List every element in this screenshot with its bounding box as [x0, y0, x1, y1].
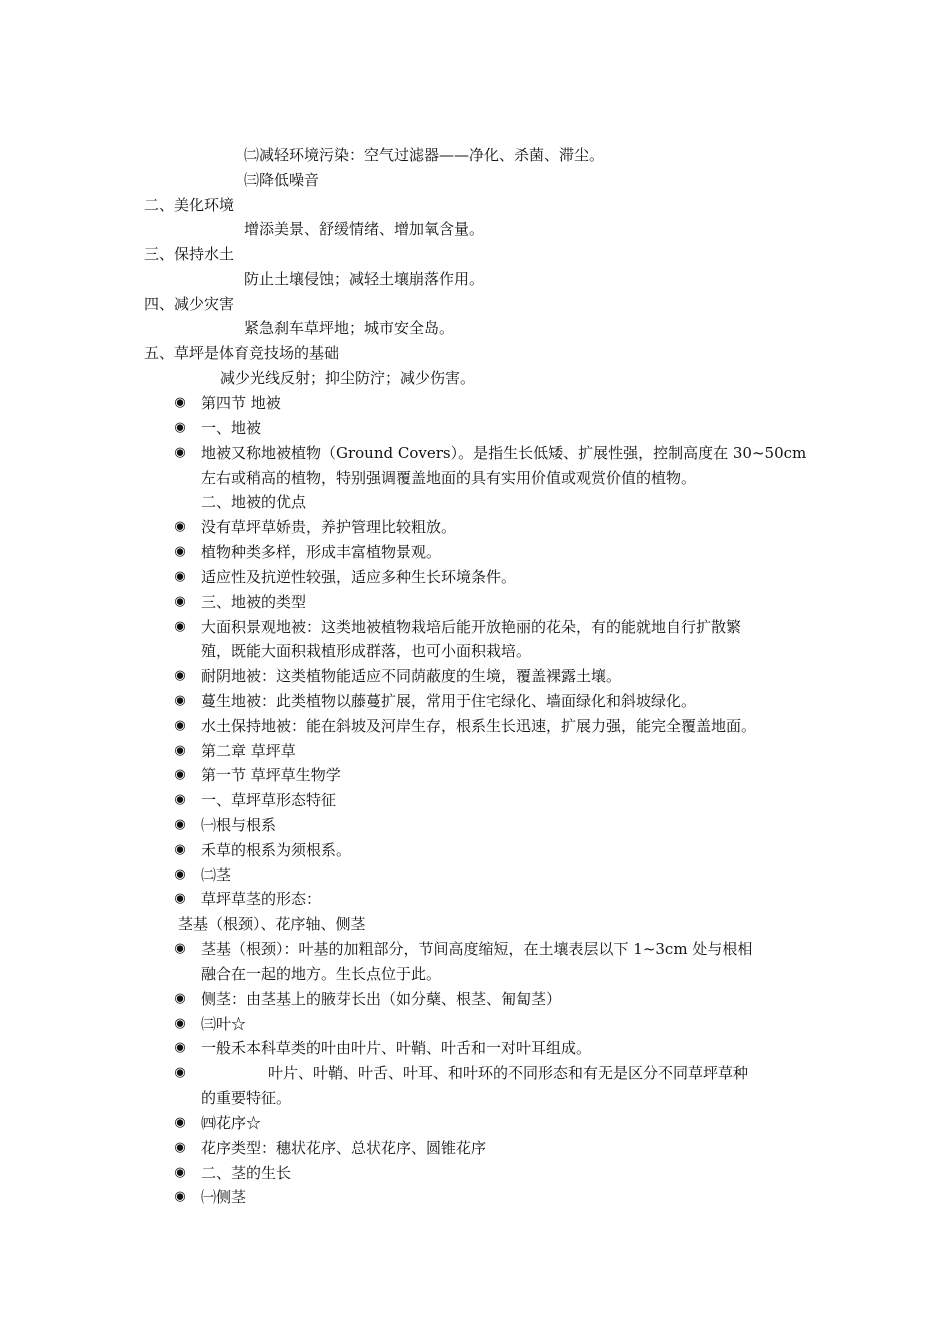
list-item: 禾草的根系为须根系。 — [201, 841, 352, 859]
bullet-icon — [172, 1113, 188, 1133]
list-item: 第四节 地被 — [201, 394, 281, 412]
list-item: 耐阴地被：这类植物能适应不同荫蔽度的生境，覆盖裸露土壤。 — [201, 667, 622, 685]
list-item: 地被又称地被植物（Ground Covers）。是指生长低矮、扩展性强，控制高度在 30~50cm — [201, 444, 807, 462]
text-line: ㈡减轻环境污染：空气过滤器——净化、杀菌、滞尘。 — [244, 146, 605, 164]
list-item: 茎基（根颈）：叶基的加粗部分，节间高度缩短，在土壤表层以下 1~3cm 处与根相 — [201, 940, 753, 958]
bullet-icon — [172, 691, 188, 711]
list-item: 叶片、叶鞘、叶舌、叶耳、和叶环的不同形态和有无是区分不同草坪草种 — [268, 1064, 749, 1082]
bullet-icon — [172, 1063, 188, 1083]
bullet-icon — [172, 517, 188, 537]
list-item: 一、地被 — [201, 419, 262, 437]
bullet-icon — [172, 567, 188, 587]
section-heading: 五、草坪是体育竞技场的基础 — [144, 344, 340, 362]
bullet-icon — [172, 1038, 188, 1058]
list-item: 适应性及抗逆性较强，适应多种生长环境条件。 — [201, 568, 517, 586]
list-item-continuation: 左右或稍高的植物，特别强调覆盖地面的具有实用价值或观赏价值的植物。 — [201, 469, 697, 487]
bullet-icon — [172, 865, 188, 885]
list-item: 草坪草茎的形态： — [201, 890, 322, 908]
list-item: 一、草坪草形态特征 — [201, 791, 337, 809]
list-item: 大面积景观地被：这类地被植物栽培后能开放艳丽的花朵，有的能就地自行扩散繁 — [201, 618, 742, 636]
list-item: ㈣花序☆ — [201, 1114, 262, 1132]
section-heading: 四、减少灾害 — [144, 295, 235, 313]
list-item: 花序类型：穗状花序、总状花序、圆锥花序 — [201, 1139, 487, 1157]
bullet-icon — [172, 542, 188, 562]
list-item: ㈠根与根系 — [201, 816, 277, 834]
list-item: 第二章 草坪草 — [201, 742, 296, 760]
bullet-icon — [172, 1163, 188, 1183]
bullet-icon — [172, 592, 188, 612]
bullet-icon — [172, 815, 188, 835]
bullet-icon — [172, 1014, 188, 1034]
bullet-icon — [172, 617, 188, 637]
bullet-icon — [172, 1187, 188, 1207]
list-item: ㈠侧茎 — [201, 1188, 247, 1206]
text-line: 茎基（根颈）、花序轴、侧茎 — [178, 915, 366, 933]
text-line: ㈢降低噪音 — [244, 171, 320, 189]
list-item: ㈢叶☆ — [201, 1015, 247, 1033]
list-item: 没有草坪草娇贵，养护管理比较粗放。 — [201, 518, 457, 536]
list-item-continuation: 殖，既能大面积栽植形成群落，也可小面积栽培。 — [201, 642, 532, 660]
bullet-icon — [172, 666, 188, 686]
bullet-icon — [172, 418, 188, 438]
bullet-icon — [172, 393, 188, 413]
section-heading: 三、保持水土 — [144, 245, 235, 263]
list-item-continuation: 的重要特征。 — [201, 1089, 292, 1107]
text-line: 防止土壤侵蚀；减轻土壤崩落作用。 — [244, 270, 485, 288]
list-item: 第一节 草坪草生物学 — [201, 766, 341, 784]
list-item: 水土保持地被：能在斜坡及河岸生存，根系生长迅速，扩展力强，能完全覆盖地面。 — [201, 717, 757, 735]
text-line: 增添美景、舒缓情绪、增加氧含量。 — [244, 220, 485, 238]
text-line: 二、地被的优点 — [201, 493, 307, 511]
list-item: 蔓生地被：此类植物以藤蔓扩展，常用于住宅绿化、墙面绿化和斜坡绿化。 — [201, 692, 697, 710]
bullet-icon — [172, 765, 188, 785]
list-item: 一般禾本科草类的叶由叶片、叶鞘、叶舌和一对叶耳组成。 — [201, 1039, 592, 1057]
bullet-icon — [172, 741, 188, 761]
list-item-continuation: 融合在一起的地方。生长点位于此。 — [201, 965, 442, 983]
bullet-icon — [172, 989, 188, 1009]
list-item: 二、茎的生长 — [201, 1164, 292, 1182]
bullet-icon — [172, 889, 188, 909]
bullet-icon — [172, 443, 188, 463]
text-line: 减少光线反射；抑尘防泞；减少伤害。 — [220, 369, 476, 387]
list-item: 三、地被的类型 — [201, 593, 307, 611]
list-item: 植物种类多样，形成丰富植物景观。 — [201, 543, 442, 561]
bullet-icon — [172, 939, 188, 959]
list-item: 侧茎：由茎基上的腋芽长出（如分蘖、根茎、匍匐茎） — [201, 990, 562, 1008]
bullet-icon — [172, 716, 188, 736]
bullet-icon — [172, 790, 188, 810]
section-heading: 二、美化环境 — [144, 196, 235, 214]
bullet-icon — [172, 1138, 188, 1158]
bullet-icon — [172, 840, 188, 860]
list-item: ㈡茎 — [201, 866, 232, 884]
text-line: 紧急刹车草坪地；城市安全岛。 — [244, 319, 455, 337]
